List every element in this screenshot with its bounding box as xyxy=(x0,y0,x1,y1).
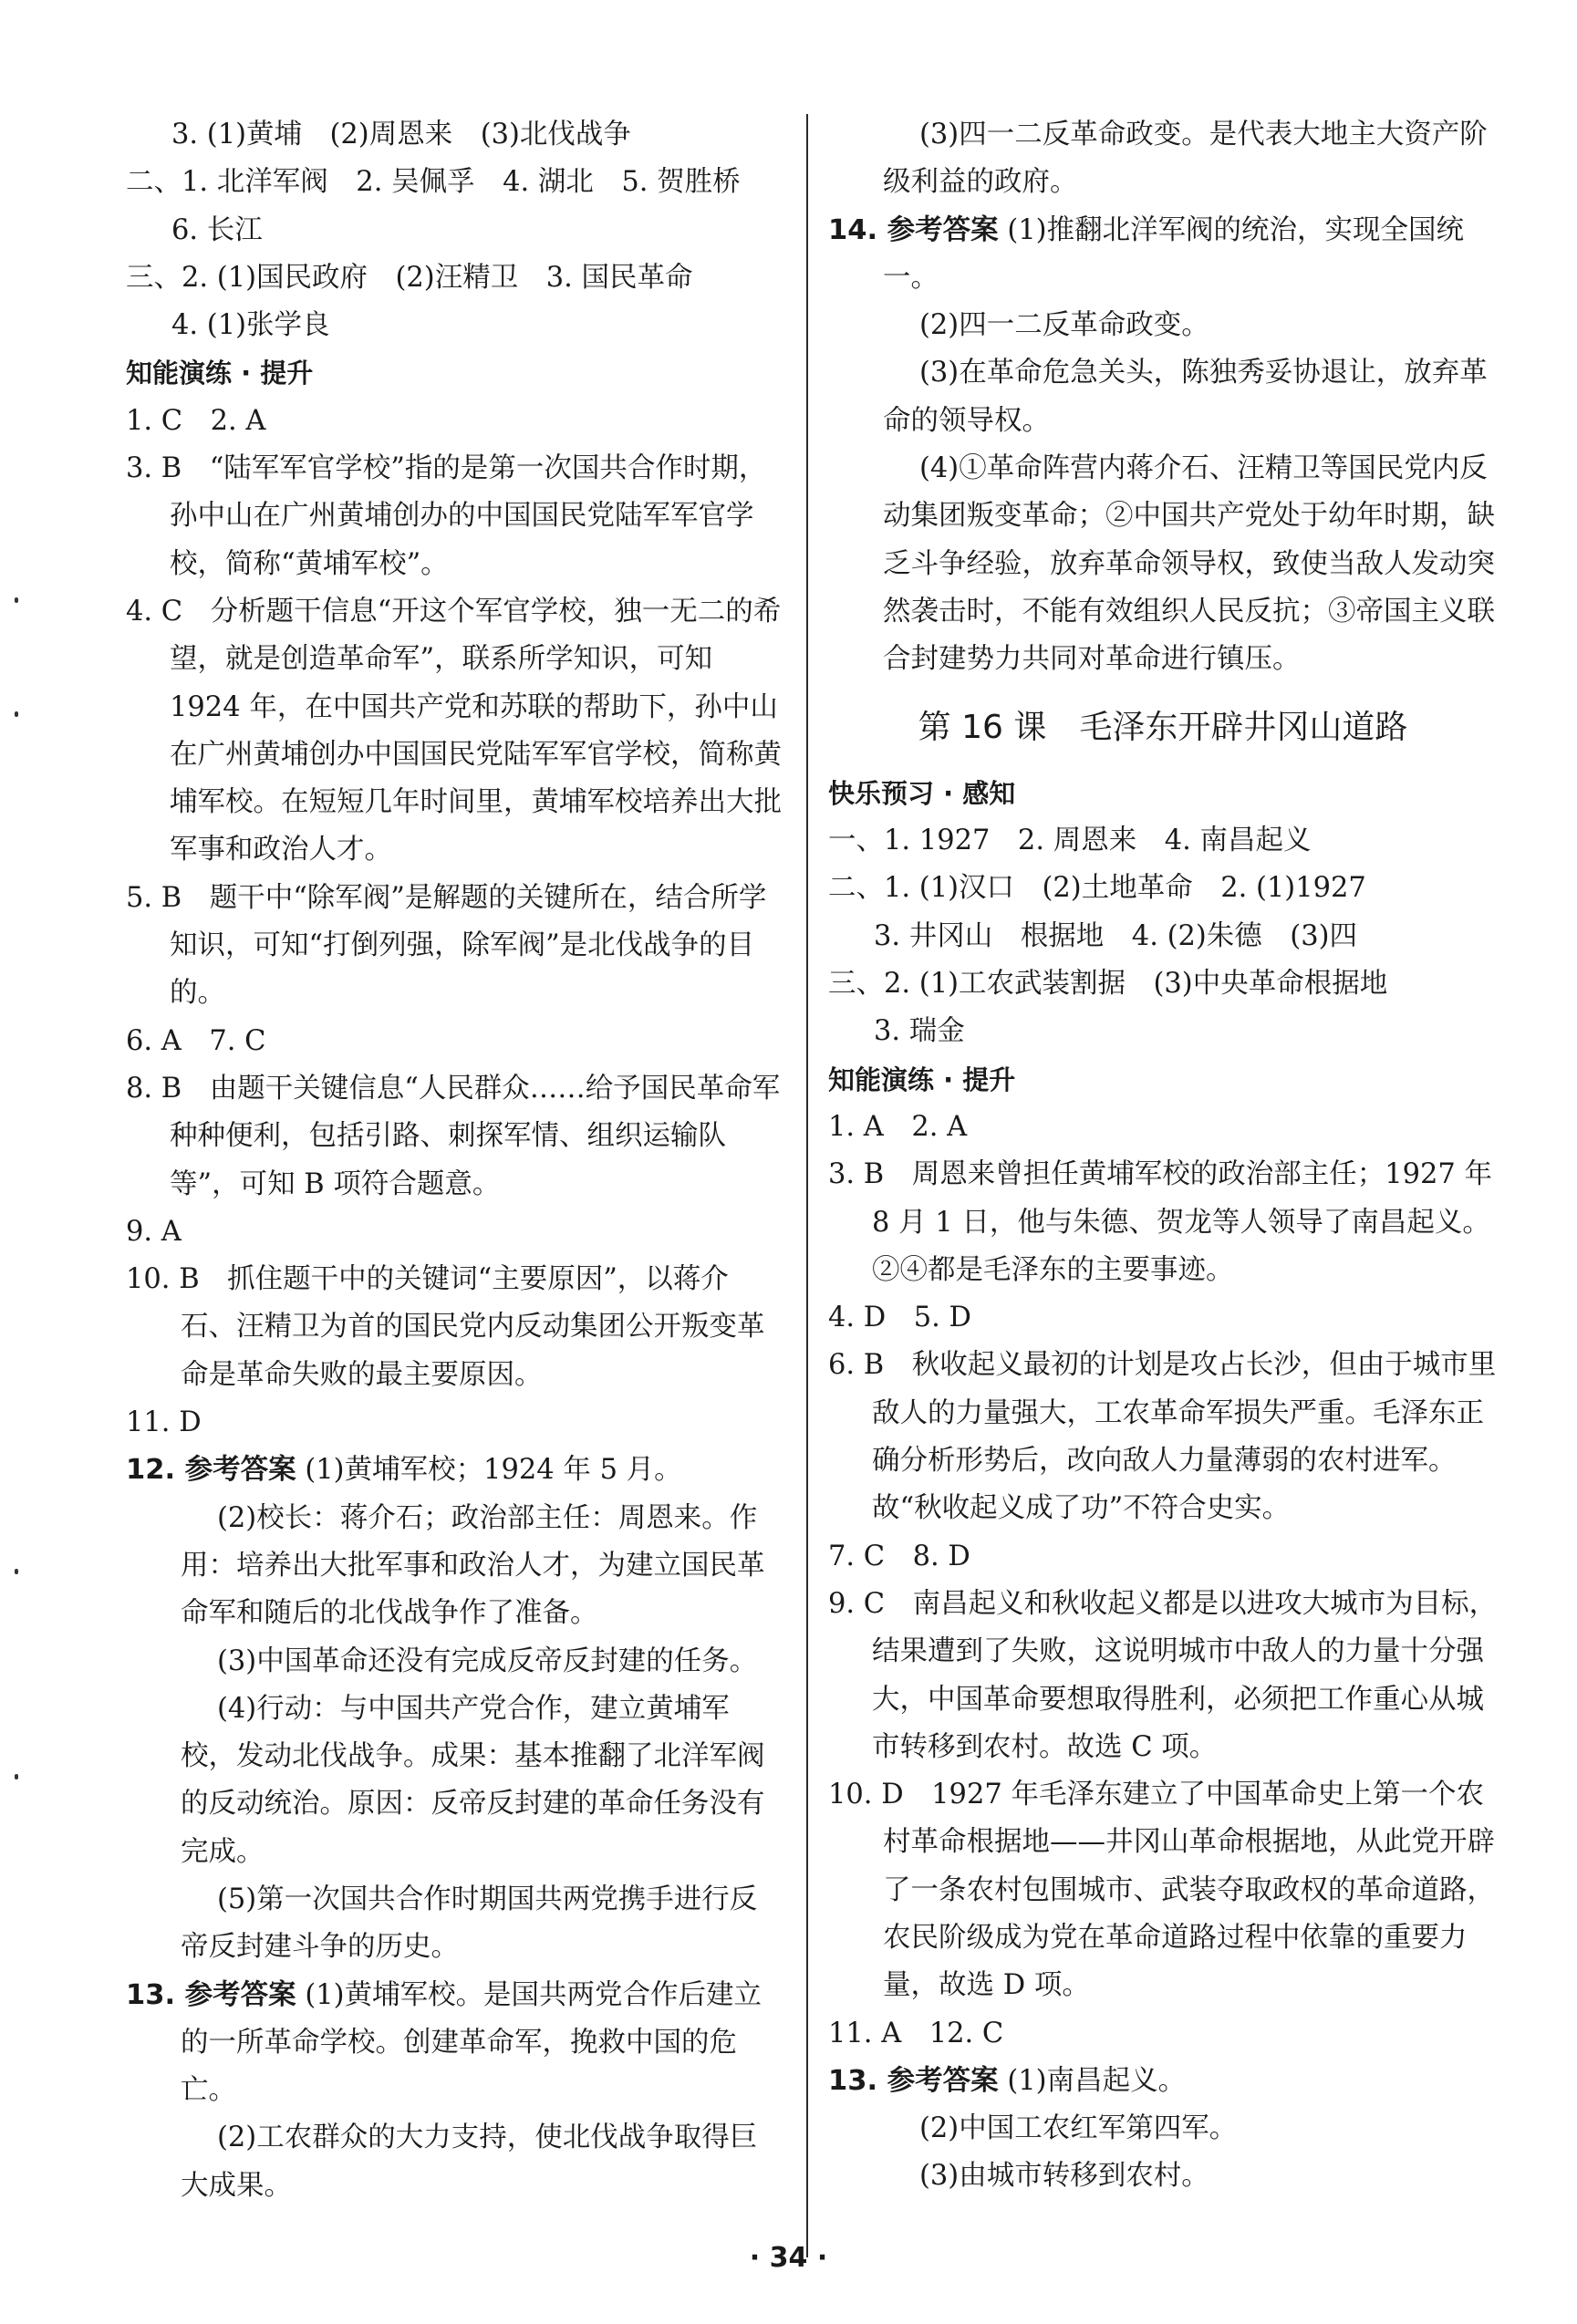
margin-mark xyxy=(15,711,18,717)
answer-line: 1. C 2. A xyxy=(126,404,266,437)
right-column xyxy=(828,111,1498,2201)
answer-line: 4. (1)张学良 xyxy=(171,309,330,342)
answer-line: 11. A 12. C xyxy=(828,2017,1004,2049)
answer-part: (2)工农群众的大力支持，使北伐战争取得巨大成果。 xyxy=(181,2122,758,2202)
answer-line: 一、1. 1927 2. 周恩来 4. 南昌起义 xyxy=(828,825,1312,857)
answer-line: 6. 长江 xyxy=(171,213,263,246)
answer-part: (3)由城市转移到农村。 xyxy=(919,2160,1209,2193)
answer-part: (2)四一二反革命政变。 xyxy=(919,309,1209,342)
reference-answer-label: 13. 参考答案 xyxy=(126,1978,296,2011)
lesson-title: 第 16 课 毛泽东开辟井冈山道路 xyxy=(918,708,1408,746)
answer-item: 5. B 题干中“除军阀”是解题的关键所在，结合所学知识，可知“打倒列强，除军阀”是北伐战争的目的。 xyxy=(126,881,767,1010)
answer-item: 6. B 秋收起义最初的计划是攻占长沙，但由于城市里敌人的力量强大，工农革命军损失严重。毛泽东正确分析形势后，改向敌人力量薄弱的农村进军。故“秋收起义成了功”不符合史实。 xyxy=(828,1349,1497,1525)
answer-line: 7. C 8. D xyxy=(828,1540,970,1572)
answer-part: (3)在革命危急关头，陈独秀妥协退让，放弃革命的领导权。 xyxy=(883,357,1488,437)
margin-mark xyxy=(15,1569,18,1574)
section-heading: 快乐预习 · 感知 xyxy=(828,777,1016,809)
answer-item: 10. D 1927 年毛泽东建立了中国革命史上第一个农村革命根据地——井冈山革命根据地，从此党开辟了一条农村包围城市、武装夺取政权的革命道路，农民阶级成为党在革命道路过程中依靠的重要力量，故选 D 项。 xyxy=(828,1779,1495,2002)
answer-part: (4)行动：与中国共产党合作，建立黄埔军校，发动北伐战争。成果：基本推翻了北洋军阀的反动统治。原因：反帝反封建的革命任务没有完成。 xyxy=(181,1692,765,1868)
answer-item: 10. B 抓住题干中的关键词“主要原因”，以蒋介石、汪精卫为首的国民党内反动集团公开叛变革命是革命失败的最主要原因。 xyxy=(126,1263,765,1391)
answer-item: 3. B “陆军军官学校”指的是第一次国共合作时期，孙中山在广州黄埔创办的中国国民党陆军军官学校，简称“黄埔军校”。 xyxy=(126,452,767,580)
answer-item: 9. C 南昌起义和秋收起义都是以进攻大城市为目标，结果遭到了失败，这说明城市中敌人的力量十分强大，中国革命要想取得胜利，必须把工作重心从城市转移到农村。故选 C 项。 xyxy=(828,1587,1498,1763)
answer-line: 9. A xyxy=(126,1215,182,1248)
answer-line: 4. D 5. D xyxy=(828,1302,971,1334)
margin-mark xyxy=(15,597,18,603)
answer-part: (2)中国工农红军第四军。 xyxy=(919,2112,1238,2145)
answer-part: (3)四一二反革命政变。是代表大地主大资产阶级利益的政府。 xyxy=(883,119,1488,199)
answer-line: 二、1. (1)汉口 (2)土地革命 2. (1)1927 xyxy=(828,872,1366,905)
answer-line: 3. (1)黄埔 (2)周恩来 (3)北伐战争 xyxy=(171,119,631,150)
answer-part: (1)南昌起义。 xyxy=(1007,2064,1187,2097)
answer-item: 4. C 分析题干信息“开这个军官学校，独一无二的希望，就是创造革命军”，联系所学知识，可知1924 年，在中国共产党和苏联的帮助下，孙中山在广州黄埔创办中国国民党陆军军官学校，简称黄埔军校。在短短几年时间里，黄埔军校培养出大批军事和政治人才。 xyxy=(126,595,782,866)
answer-line: 三、2. (1)国民政府 (2)汪精卫 3. 国民革命 xyxy=(126,261,693,294)
answer-part: (2)校长：蒋介石；政治部主任：周恩来。作用：培养出大批军事和政治人才，为建立国民革命军和随后的北伐战争作了准备。 xyxy=(181,1501,765,1630)
answer-line: 二、1. 北洋军阀 2. 吴佩孚 4. 湖北 5. 贺胜桥 xyxy=(126,166,741,199)
answer-line: 3. 井冈山 根据地 4. (2)朱德 (3)四 xyxy=(874,919,1357,952)
answer-part: (3)中国革命还没有完成反帝反封建的任务。 xyxy=(217,1644,758,1677)
answer-item: 8. B 由题干关键信息“人民群众……给予国民革命军种种便利，包括引路、刺探军情、组织运输队等”，可知 B 项符合题意。 xyxy=(126,1072,781,1200)
answer-part: (1)黄埔军校；1924 年 5 月。 xyxy=(305,1454,682,1487)
answer-line: 三、2. (1)工农武装割据 (3)中央革命根据地 xyxy=(828,968,1388,1001)
answer-part: (4)①革命阵营内蒋介石、汪精卫等国民党内反动集团叛变革命；②中国共产党处于幼年时期，缺乏斗争经验，放弃革命领导权，致使当敌人发动突然袭击时，不能有效组织人民反抗；③帝国主义联合封建势力共同对革命进行镇压。 xyxy=(883,452,1495,676)
section-heading: 知能演练 · 提升 xyxy=(126,358,314,389)
answer-line: 11. D xyxy=(126,1406,202,1439)
answer-line: 3. 瑞金 xyxy=(874,1015,965,1048)
reference-answer-label: 12. 参考答案 xyxy=(126,1454,296,1487)
answer-part: (5)第一次国共合作时期国共两党携手进行反帝反封建斗争的历史。 xyxy=(181,1883,758,1964)
page-number: · 34 · xyxy=(749,2242,828,2274)
answer-line: 6. A 7. C xyxy=(126,1024,266,1057)
section-heading: 知能演练 · 提升 xyxy=(828,1063,1016,1095)
answer-item: 14. 参考答案 (1)推翻北洋军阀的统治，实现全国统一。 xyxy=(828,213,1465,294)
reference-answer-label: 13. 参考答案 xyxy=(828,2064,999,2097)
reference-answer-label: 14. 参考答案 xyxy=(828,213,999,246)
answer-item: 13. 参考答案 (1)黄埔军校。是国共两党合作后建立的一所革命学校。创建革命军，挽救中国的危亡。 xyxy=(126,1978,763,2107)
column-divider xyxy=(806,114,808,2257)
answer-line: 1. A 2. A xyxy=(828,1110,968,1143)
answer-item: 3. B 周恩来曾担任黄埔军校的政治部主任；1927 年 8 月 1 日，他与朱德、贺龙等人领导了南昌起义。②④都是毛泽东的主要事迹。 xyxy=(828,1158,1493,1286)
margin-mark xyxy=(15,1774,18,1779)
left-column xyxy=(126,111,783,2210)
